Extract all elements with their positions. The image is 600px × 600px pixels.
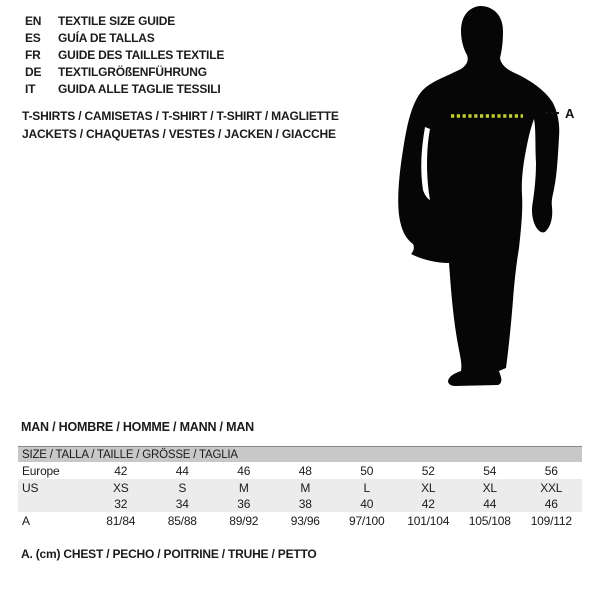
size-cell: 46 bbox=[521, 496, 583, 512]
size-table-header-row bbox=[18, 447, 582, 463]
size-cell: 85/88 bbox=[167, 513, 197, 528]
language-title: TEXTILE SIZE GUIDE bbox=[58, 14, 176, 28]
man-silhouette bbox=[395, 5, 590, 395]
size-table-row-us-numeric bbox=[18, 496, 582, 512]
size-cell: 36 bbox=[213, 496, 275, 512]
language-title: GUÍA DE TALLAS bbox=[58, 31, 155, 45]
size-cell: 109/112 bbox=[530, 513, 572, 528]
size-table-row-europe bbox=[18, 462, 582, 479]
size-table-row-chest bbox=[18, 512, 582, 529]
size-cell: 56 bbox=[544, 463, 558, 478]
size-cell: XL bbox=[398, 479, 460, 496]
size-cell: M bbox=[275, 479, 337, 496]
row-label bbox=[18, 496, 90, 512]
size-cell: 40 bbox=[336, 496, 398, 512]
language-code: IT bbox=[25, 82, 36, 96]
size-cell: 42 bbox=[398, 496, 460, 512]
language-title-list bbox=[25, 13, 224, 98]
language-code: FR bbox=[25, 48, 41, 62]
size-cell: XXL bbox=[521, 479, 583, 496]
size-cell: 93/96 bbox=[290, 513, 320, 528]
language-row bbox=[25, 47, 224, 64]
size-cell: 38 bbox=[275, 496, 337, 512]
language-row bbox=[25, 64, 224, 81]
row-label: A bbox=[22, 513, 30, 528]
garment-category-list bbox=[22, 107, 339, 143]
size-cell: 101/104 bbox=[407, 513, 450, 528]
size-cell: 48 bbox=[298, 463, 312, 478]
size-cell: M bbox=[213, 479, 275, 496]
size-cell: 44 bbox=[459, 496, 521, 512]
language-row bbox=[25, 81, 224, 98]
size-cell: S bbox=[152, 479, 214, 496]
language-row bbox=[25, 13, 224, 30]
measure-label-a: A bbox=[565, 106, 575, 121]
man-silhouette-body bbox=[398, 6, 559, 386]
size-table-row-us bbox=[18, 479, 582, 496]
row-label: Europe bbox=[22, 463, 60, 478]
size-cell: 46 bbox=[237, 463, 251, 478]
size-cell: 89/92 bbox=[229, 513, 259, 528]
measurement-footnote: A. (cm) CHEST / PECHO / POITRINE / TRUHE / PETTO bbox=[21, 547, 317, 561]
row-label: US bbox=[18, 479, 90, 496]
size-cell: 97/100 bbox=[348, 513, 385, 528]
size-cell: XL bbox=[459, 479, 521, 496]
size-cell: XS bbox=[90, 479, 152, 496]
language-code: DE bbox=[25, 65, 42, 79]
size-table bbox=[18, 446, 582, 529]
size-cell: 42 bbox=[114, 463, 128, 478]
language-code: EN bbox=[25, 14, 42, 28]
size-cell: 44 bbox=[175, 463, 189, 478]
size-cell: 32 bbox=[90, 496, 152, 512]
language-title: GUIDA ALLE TAGLIE TESSILI bbox=[58, 82, 221, 96]
size-cell: 105/108 bbox=[468, 513, 511, 528]
category-line-tshirts: T-SHIRTS / CAMISETAS / T-SHIRT / T-SHIRT / MAGLIETTE bbox=[22, 109, 339, 123]
size-cell: 52 bbox=[421, 463, 435, 478]
size-cell: 54 bbox=[483, 463, 497, 478]
category-line-jackets: JACKETS / CHAQUETAS / VESTES / JACKEN / GIACCHE bbox=[22, 127, 336, 141]
size-cell: 81/84 bbox=[106, 513, 136, 528]
language-title: TEXTILGRÖßENFÜHRUNG bbox=[58, 65, 207, 79]
size-table-header: SIZE / TALLA / TAILLE / GRÖSSE / TAGLIA bbox=[18, 447, 582, 463]
size-cell: 50 bbox=[360, 463, 374, 478]
language-title: GUIDE DES TAILLES TEXTILE bbox=[58, 48, 225, 62]
size-cell: L bbox=[336, 479, 398, 496]
language-row bbox=[25, 30, 224, 47]
size-cell: 34 bbox=[152, 496, 214, 512]
language-code: ES bbox=[25, 31, 41, 45]
section-title-man: MAN / HOMBRE / HOMME / MANN / MAN bbox=[21, 420, 254, 434]
